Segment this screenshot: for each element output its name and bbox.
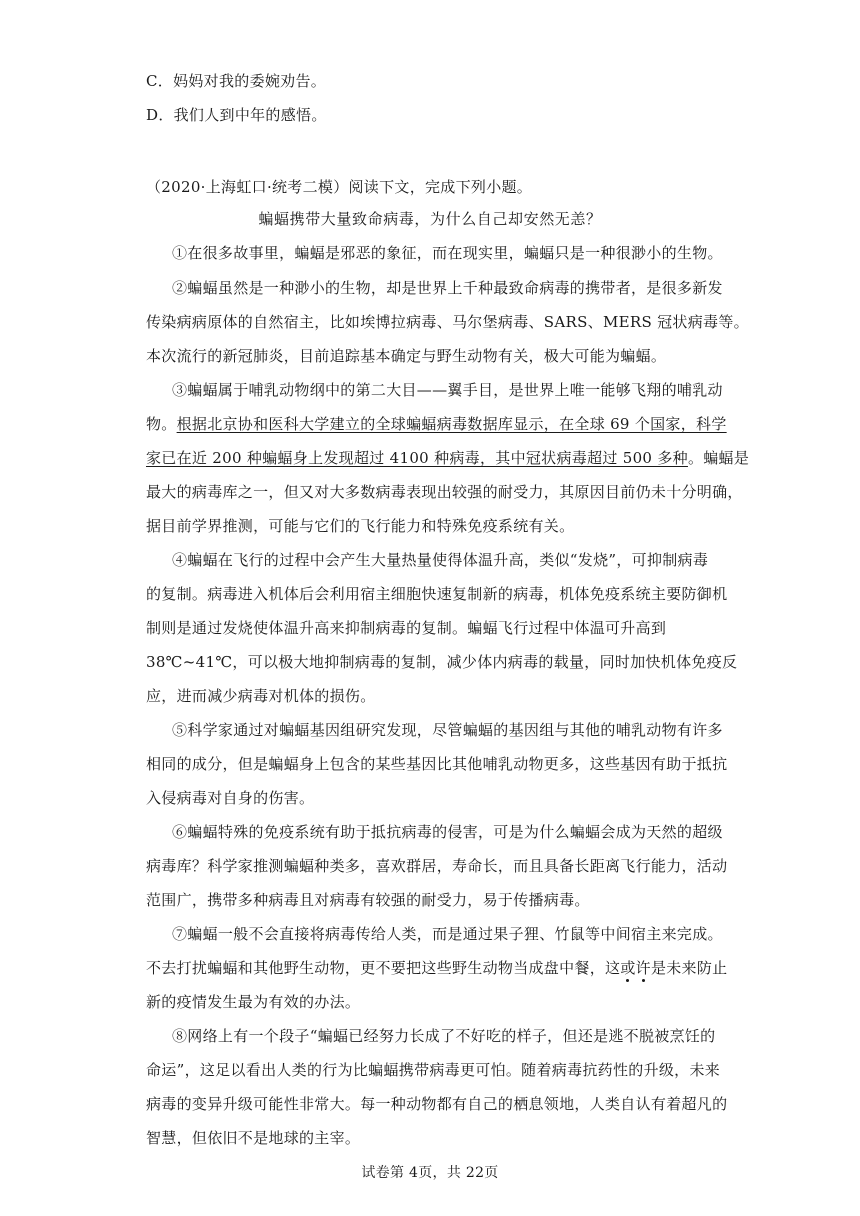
paragraph-line: 新的疫情发生最为有效的办法。 bbox=[146, 993, 361, 1011]
paragraph-line: 应，进而减少病毒对机体的损伤。 bbox=[146, 687, 376, 705]
option-c: C．妈妈对我的委婉劝告。 bbox=[146, 72, 327, 90]
underlined-sentence: 家已在近 200 种蝙蝠身上发现超过 4100 种病毒，其中冠状病毒超过 500 多种 bbox=[146, 449, 688, 467]
paragraph-line: ⑤科学家通过对蝙蝠基因组研究发现，尽管蝙蝠的基因组与其他的哺乳动物有许多 bbox=[172, 721, 723, 739]
underlined-sentence: 根据北京协和医科大学建立的全球蝙蝠病毒数据库显示，在全球 69 个国家，科学 bbox=[176, 415, 727, 433]
paragraph-line: 据目前学界推测，可能与它们的飞行能力和特殊免疫系统有关。 bbox=[146, 517, 575, 535]
paragraph-line: 制则是通过发烧使体温升高来抑制病毒的复制。蝙蝠飞行过程中体温可升高到 bbox=[146, 619, 667, 637]
paragraph-line: ②蝙蝠虽然是一种渺小的生物，却是世界上千种最致命病毒的携带者，是很多新发 bbox=[172, 279, 723, 297]
paragraph-line bbox=[146, 957, 728, 979]
text-span: 是未来防止 bbox=[650, 959, 728, 977]
paragraph-line: ⑧网络上有一个段子“蝙蝠已经努力长成了不好吃的样子，但还是逃不脱被烹饪的 bbox=[172, 1027, 716, 1045]
page-footer: 试卷第 4页，共 22页 bbox=[361, 1165, 499, 1181]
paragraph-line: 病毒的变异升级可能性非常大。每一种动物都有自己的栖息领地，人类自认有着超凡的 bbox=[146, 1095, 728, 1113]
paragraph-line: 入侵病毒对自身的伤害。 bbox=[146, 789, 315, 807]
question-intro: （2020·上海虹口·统考二模）阅读下文，完成下列小题。 bbox=[146, 178, 533, 196]
text-span: 不去打扰蝙蝠和其他野生动物，更不要把这些野生动物当成盘中餐，这 bbox=[146, 959, 621, 977]
paragraph-line: 的复制。病毒进入机体后会利用宿主细胞快速复制新的病毒，机体免疫系统主要防御机 bbox=[146, 585, 728, 603]
paragraph-line: ①在很多故事里，蝙蝠是邪恶的象征，而在现实里，蝙蝠只是一种很渺小的生物。 bbox=[172, 244, 723, 262]
text-span: 物。 bbox=[146, 415, 177, 433]
paragraph-line: 命运”，这足以看出人类的行为比蝙蝠携带病毒更可怕。随着病毒抗药性的升级，未来 bbox=[146, 1061, 721, 1079]
article-title: 蝙蝠携带大量致命病毒，为什么自己却安然无恙？ bbox=[258, 210, 602, 228]
paragraph-line: 范围广，携带多种病毒且对病毒有较强的耐受力，易于传播病毒。 bbox=[146, 891, 590, 909]
paragraph-line: 智慧，但依旧不是地球的主宰。 bbox=[146, 1129, 361, 1147]
paragraph-line: 传染病病原体的自然宿主，比如埃博拉病毒、马尔堡病毒、SARS、MERS 冠状病毒等。 bbox=[146, 313, 749, 331]
paragraph-line: ③蝙蝠属于哺乳动物纲中的第二大目——翼手目，是世界上唯一能够飞翔的哺乳动 bbox=[172, 381, 723, 399]
text-span: 。蝙蝠是 bbox=[687, 449, 750, 467]
paragraph-line: 相同的成分，但是蝙蝠身上包含的某些基因比其他哺乳动物更多，这些基因有助于抵抗 bbox=[146, 755, 728, 773]
paragraph-line: ⑥蝙蝠特殊的免疫系统有助于抵抗病毒的侵害，可是为什么蝙蝠会成为天然的超级 bbox=[172, 823, 723, 841]
paragraph-line: 本次流行的新冠肺炎，目前追踪基本确定与野生动物有关，极大可能为蝙蝠。 bbox=[146, 347, 667, 365]
paragraph-line: 38℃~41℃，可以极大地抑制病毒的复制，减少体内病毒的载量，同时加快机体免疫反 bbox=[146, 653, 738, 671]
paragraph-line: 最大的病毒库之一，但又对大多数病毒表现出较强的耐受力，其原因目前仍未十分明确， bbox=[146, 483, 743, 501]
paragraph-line: 病毒库？科学家推测蝙蝠种类多，喜欢群居，寿命长，而且具备长距离飞行能力，活动 bbox=[146, 857, 728, 875]
emphasis-dotted-char: 许 bbox=[635, 959, 651, 977]
paragraph-line bbox=[146, 413, 727, 435]
emphasis-dotted-char: 或 bbox=[620, 959, 636, 977]
paragraph-line: ④蝙蝠在飞行的过程中会产生大量热量使得体温升高，类似“发烧”，可抑制病毒 bbox=[172, 551, 709, 569]
paragraph-line bbox=[146, 447, 750, 469]
option-d: D．我们人到中年的感悟。 bbox=[146, 106, 327, 124]
paragraph-line: ⑦蝙蝠一般不会直接将病毒传给人类，而是通过果子狸、竹鼠等中间宿主来完成。 bbox=[172, 925, 723, 943]
